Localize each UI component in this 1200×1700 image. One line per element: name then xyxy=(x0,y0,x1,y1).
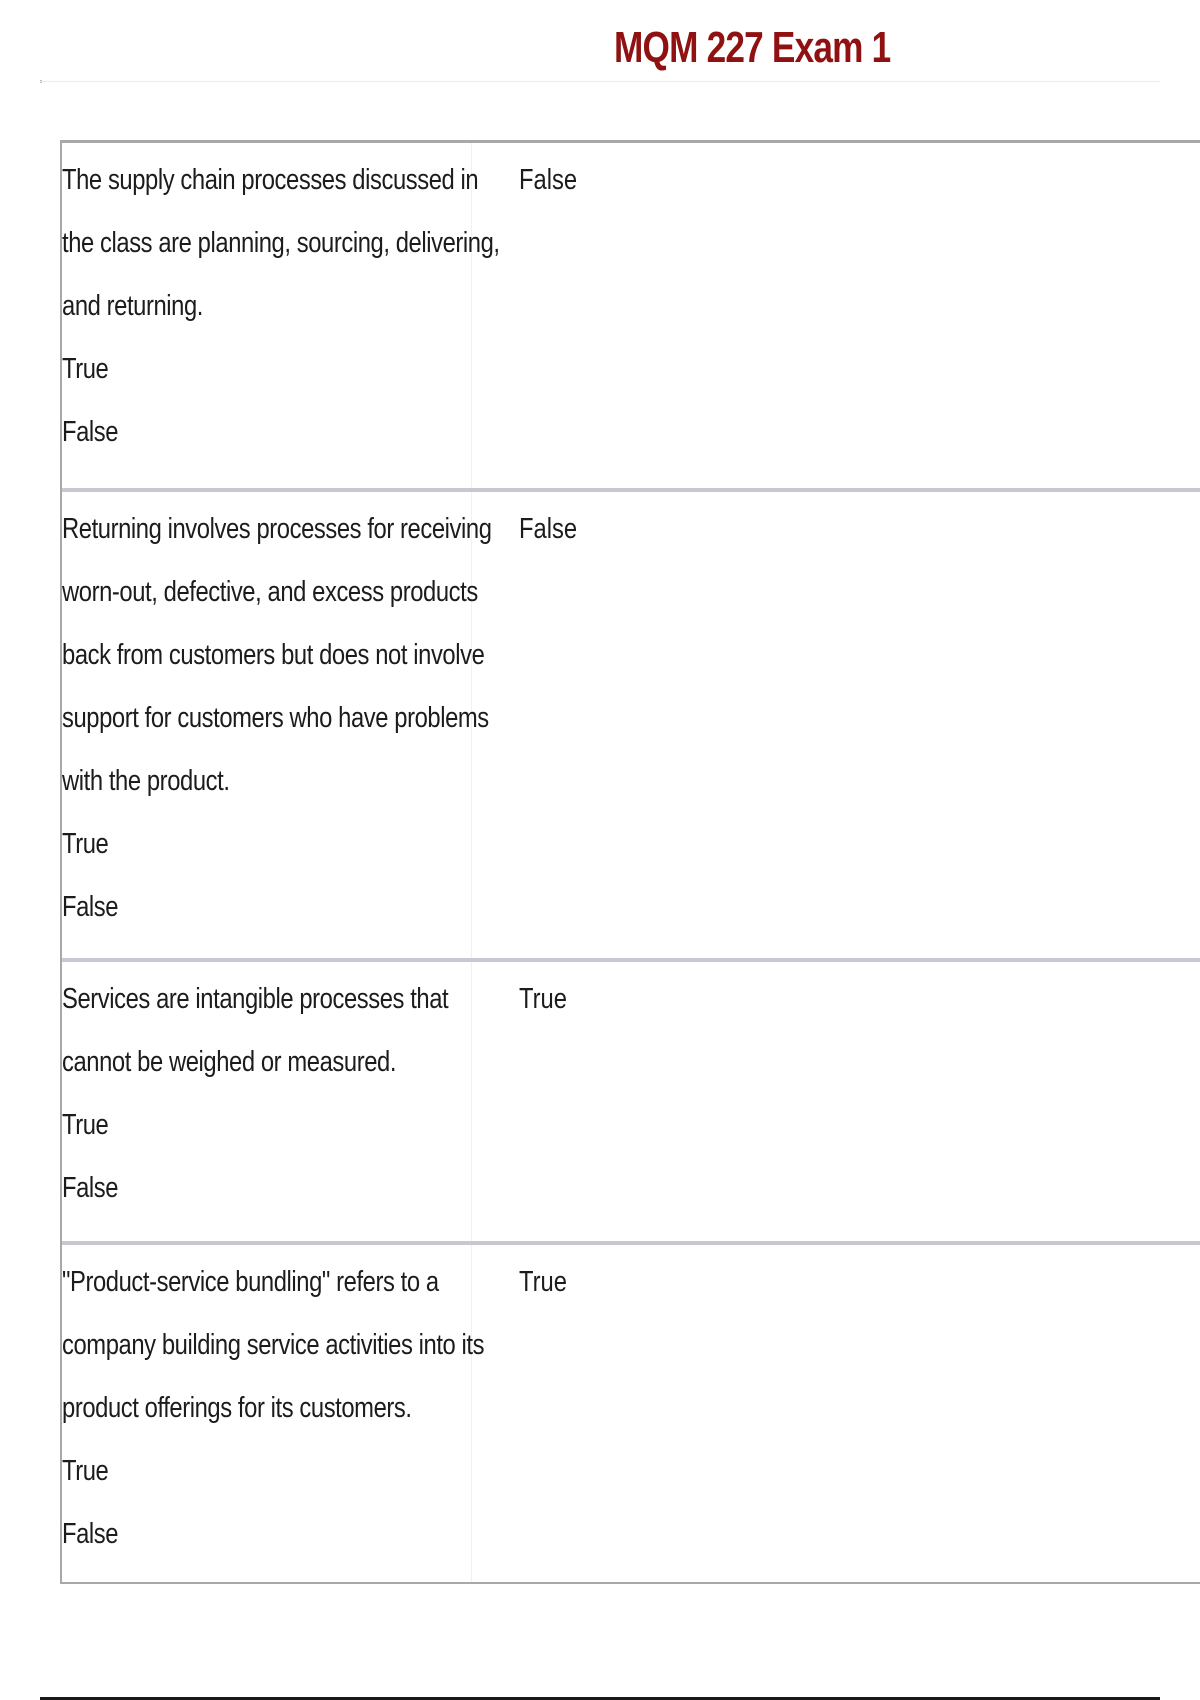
question-text-line: worn-out, defective, and excess products xyxy=(62,576,478,608)
question-cell xyxy=(62,492,492,958)
answer-cell xyxy=(472,962,1200,1241)
option-true: True xyxy=(62,828,109,860)
question-text-line: "Product-service bundling" refers to a xyxy=(62,1266,439,1298)
answer-cell xyxy=(472,492,1200,958)
question-text-line: Returning involves processes for receiving xyxy=(62,513,492,545)
question-row-3 xyxy=(62,958,1200,1241)
option-false: False xyxy=(62,1172,119,1204)
question-text-line: the class are planning, sourcing, delivering, xyxy=(62,227,500,259)
question-text-line: company building service activities into its xyxy=(62,1329,485,1361)
question-cell xyxy=(62,962,472,1241)
answer-text: True xyxy=(519,1266,568,1298)
question-table xyxy=(60,140,1200,1584)
question-text-line: and returning. xyxy=(62,290,204,322)
question-cell xyxy=(62,143,500,488)
question-text-line: back from customers but does not involve xyxy=(62,639,485,671)
question-cell xyxy=(62,1245,485,1582)
header-divider xyxy=(40,81,1160,82)
page-title: MQM 227 Exam 1 xyxy=(614,23,891,72)
question-row-2 xyxy=(62,488,1200,958)
answer-cell xyxy=(472,1245,1200,1582)
option-true: True xyxy=(62,353,109,385)
option-false: False xyxy=(62,416,119,448)
option-false: False xyxy=(62,891,119,923)
question-text-line: with the product. xyxy=(62,765,230,797)
question-text-line: The supply chain processes discussed in xyxy=(62,164,479,196)
answer-text: True xyxy=(519,983,568,1015)
option-true: True xyxy=(62,1455,109,1487)
question-text-line: cannot be weighed or measured. xyxy=(62,1046,397,1078)
option-true: True xyxy=(62,1109,109,1141)
answer-text: False xyxy=(519,164,578,196)
question-row-1 xyxy=(62,143,1200,488)
answer-cell xyxy=(472,143,1200,488)
question-row-4 xyxy=(62,1241,1200,1582)
option-false: False xyxy=(62,1518,119,1550)
question-text-line: support for customers who have problems xyxy=(62,702,489,734)
question-text-line: Services are intangible processes that xyxy=(62,983,449,1015)
answer-text: False xyxy=(519,513,578,545)
question-text-line: product offerings for its customers. xyxy=(62,1392,412,1424)
